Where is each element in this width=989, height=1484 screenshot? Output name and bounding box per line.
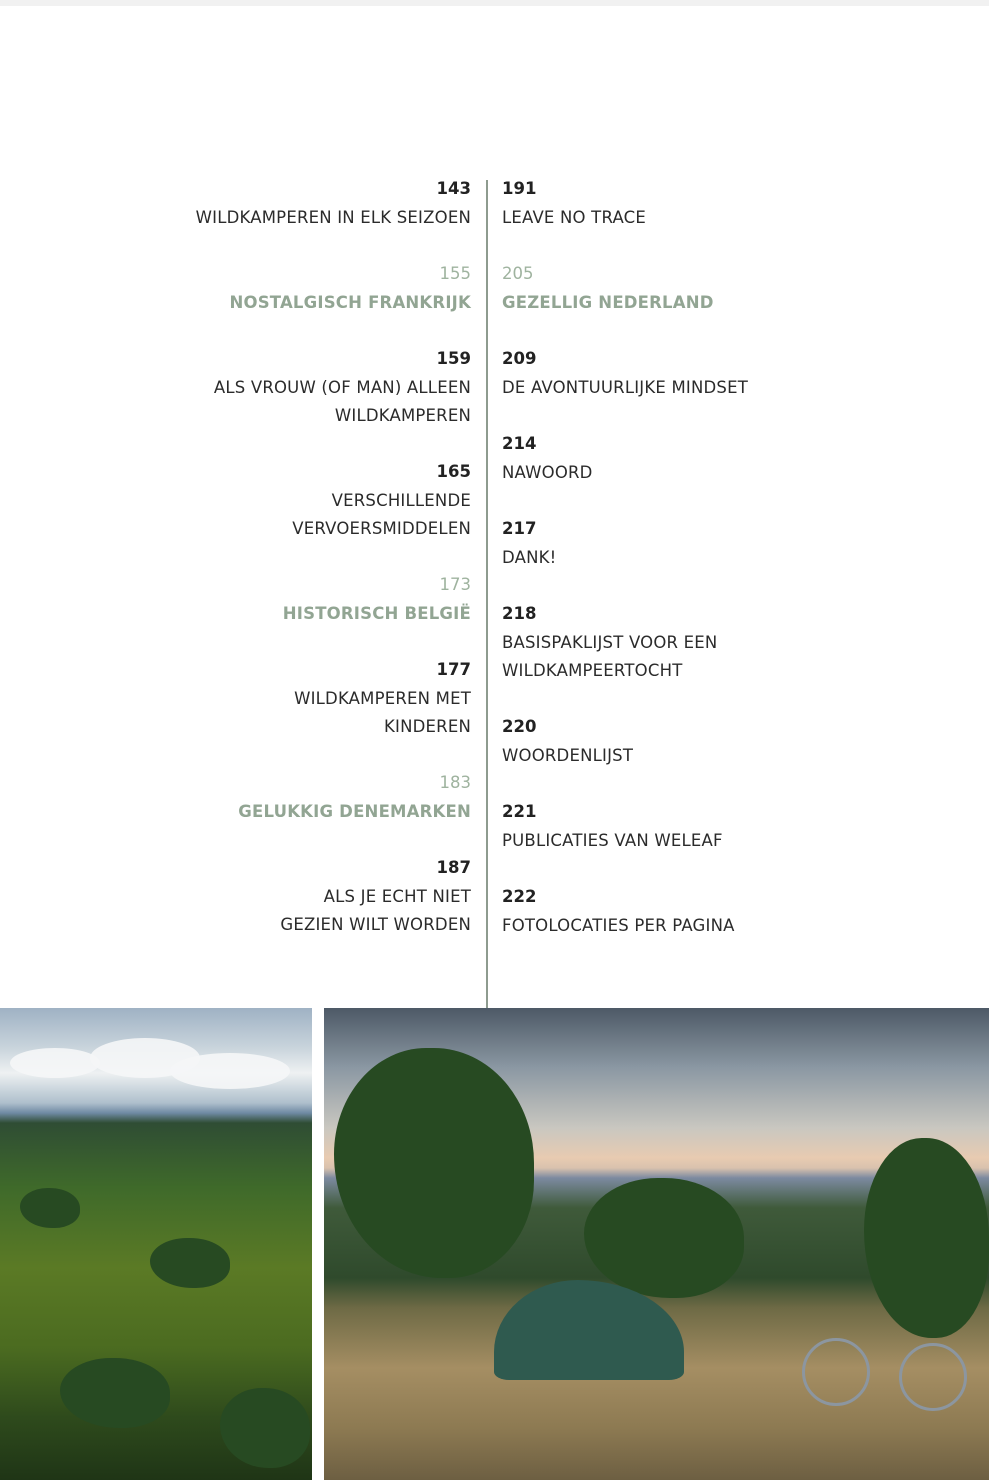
toc-entry[interactable] — [238, 769, 471, 826]
bicycle-wheel-shape — [802, 1338, 870, 1406]
chapter-title-line: KINDEREN — [384, 717, 471, 736]
column-divider — [486, 180, 488, 1008]
chapter-title-line: WILDKAMPEERTOCHT — [502, 661, 683, 680]
page-number: 221 — [502, 802, 537, 821]
page-number: 217 — [502, 519, 537, 538]
page-number: 143 — [436, 179, 471, 198]
shrub-shape — [20, 1188, 80, 1228]
toc-entry[interactable] — [502, 430, 593, 487]
page-number: 187 — [436, 858, 471, 877]
chapter-title-line: PUBLICATIES VAN WELEAF — [502, 830, 723, 850]
cloud-shape — [170, 1053, 290, 1089]
tree-shape — [584, 1178, 744, 1298]
page-number: 218 — [502, 604, 537, 623]
page-number: 205 — [502, 264, 534, 283]
chapter-title-line: GEZELLIG NEDERLAND — [502, 292, 714, 312]
chapter-title-line: HISTORISCH BELGIË — [282, 603, 471, 623]
toc-entry[interactable] — [292, 458, 471, 544]
chapter-title-line: WILDKAMPEREN MET — [294, 688, 471, 708]
toc-entry[interactable] — [502, 798, 723, 855]
shrub-shape — [150, 1238, 230, 1288]
page-number: 222 — [502, 887, 537, 906]
chapter-title-line: GELUKKIG DENEMARKEN — [238, 801, 471, 821]
shrub-shape — [60, 1358, 170, 1428]
toc-entry[interactable] — [502, 713, 633, 770]
chapter-title-line: NOSTALGISCH FRANKRIJK — [229, 292, 471, 312]
toc-entry[interactable] — [502, 260, 714, 317]
chapter-title-line: BASISPAKLIJST VOOR EEN — [502, 632, 718, 652]
toc-entry[interactable] — [502, 345, 748, 402]
toc-entry[interactable] — [502, 515, 556, 572]
toc-entry[interactable] — [294, 656, 471, 742]
chapter-title-line: FOTOLOCATIES PER PAGINA — [502, 915, 735, 935]
chapter-title-line: WOORDENLIJST — [502, 745, 634, 765]
chapter-title-line: WILDKAMPEREN — [334, 406, 471, 425]
tent-campsite-photo — [324, 1008, 989, 1480]
shrub-shape — [220, 1388, 310, 1468]
toc-entry[interactable] — [502, 883, 735, 940]
toc-entry[interactable] — [502, 175, 646, 232]
page-number: 165 — [436, 462, 471, 481]
page-number: 173 — [439, 575, 471, 594]
chapter-title-line: ALS VROUW (OF MAN) ALLEEN — [213, 377, 471, 397]
chapter-title-line: LEAVE NO TRACE — [502, 207, 647, 227]
chapter-title-line: DE AVONTUURLIJKE MINDSET — [502, 377, 748, 397]
toc-entry[interactable] — [229, 260, 471, 317]
chapter-title-line: GEZIEN WILT WORDEN — [280, 915, 471, 934]
page-number: 220 — [502, 717, 537, 736]
toc-entry[interactable] — [283, 571, 471, 628]
page-number: 177 — [436, 660, 471, 679]
toc-entry[interactable] — [280, 854, 471, 940]
page-number: 155 — [439, 264, 471, 283]
chapter-title-line: NAWOORD — [502, 462, 593, 482]
chapter-title-line: VERVOERSMIDDELEN — [292, 519, 471, 538]
page-number: 183 — [439, 773, 471, 792]
page-number: 209 — [502, 349, 537, 368]
page-number: 191 — [502, 179, 537, 198]
toc-entry[interactable] — [502, 600, 717, 686]
tree-shape — [334, 1048, 534, 1278]
cloud-shape — [10, 1048, 100, 1078]
tree-shape — [864, 1138, 989, 1338]
chapter-title-line: ALS JE ECHT NIET — [323, 886, 471, 906]
page-number: 159 — [436, 349, 471, 368]
top-edge — [0, 0, 989, 6]
chapter-title-line: DANK! — [502, 547, 557, 567]
bicycle-wheel-shape — [899, 1343, 967, 1411]
chapter-title-line: WILDKAMPEREN IN ELK SEIZOEN — [195, 207, 471, 227]
chapter-title-line: VERSCHILLENDE — [331, 490, 471, 510]
toc-entry[interactable] — [196, 175, 471, 232]
page-number: 214 — [502, 434, 537, 453]
toc-entry[interactable] — [214, 345, 471, 431]
hillside-shrubland-photo — [0, 1008, 312, 1480]
